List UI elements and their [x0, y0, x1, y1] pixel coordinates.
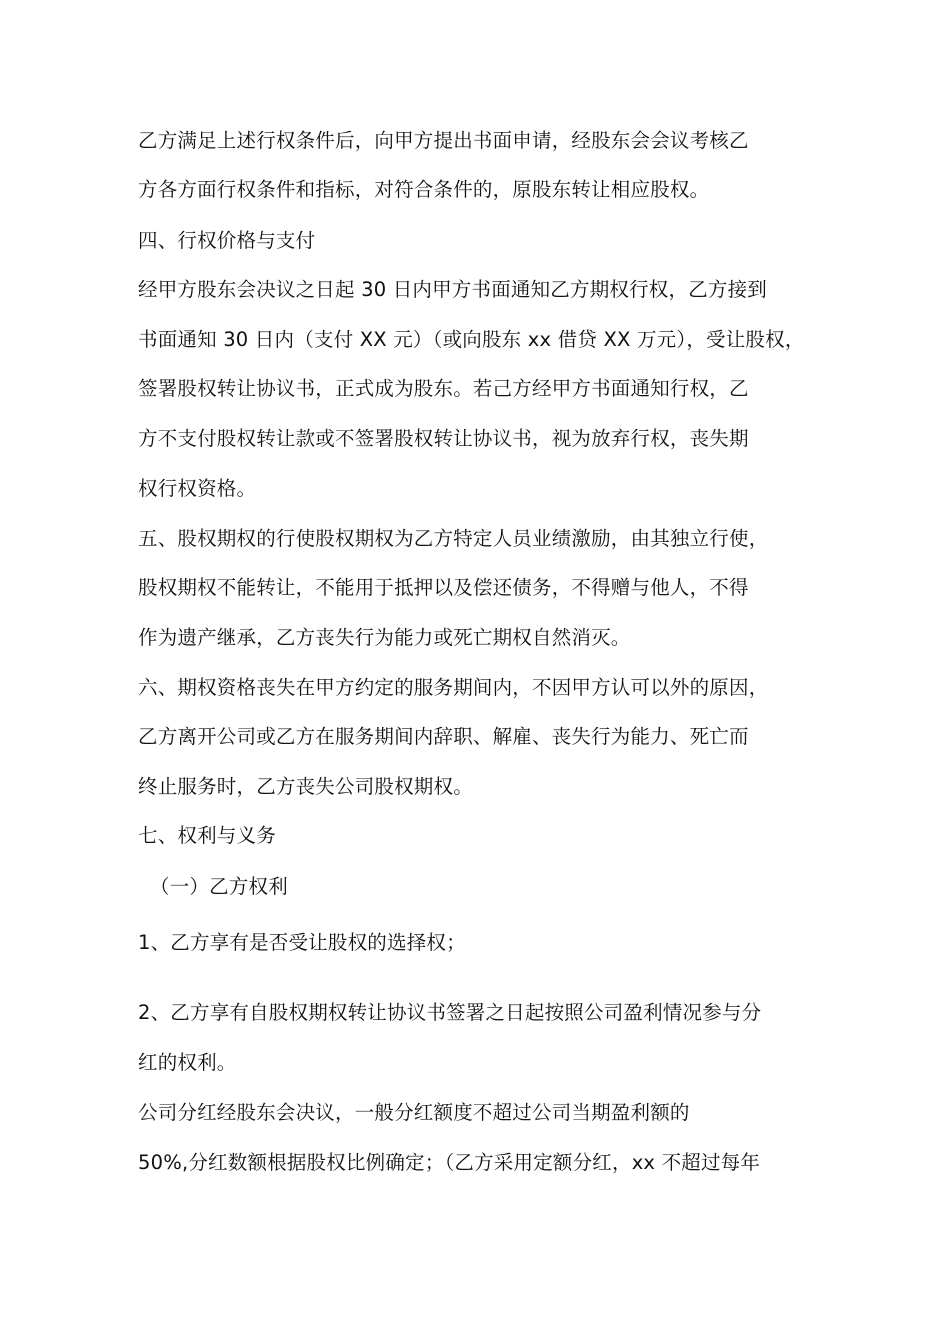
list-item: 1、乙方享有是否受让股权的选择权； [138, 931, 466, 954]
text-line: 公司分红经股东会决议，一般分红额度不超过公司当期盈利额的 [138, 1101, 690, 1124]
text-line: 书面通知 30 日内（支付 XX 元）（或向股东 xx 借贷 XX 万元），受让股权， [138, 328, 805, 351]
text-line: 方不支付股权转让款或不签署股权转让协议书，视为放弃行权，丧失期 [138, 427, 749, 450]
text-line: 乙方离开公司或乙方在服务期间内辞职、解雇、丧失行为能力、死亡而 [138, 725, 749, 748]
text-line: 作为遗产继承，乙方丧失行为能力或死亡期权自然消灭。 [138, 626, 631, 649]
section-heading: 六、期权资格丧失在甲方约定的服务期间内，不因甲方认可以外的原因， [138, 676, 769, 699]
text-line: 签署股权转让协议书，正式成为股东。若己方经甲方书面通知行权，乙 [138, 377, 749, 400]
text-line: 股权期权不能转让，不能用于抵押以及偿还债务，不得赠与他人，不得 [138, 576, 749, 599]
text-line: 红的权利。 [138, 1051, 237, 1074]
list-item: 2、乙方享有自股权期权转让协议书签署之日起按照公司盈利情况参与分 [138, 1001, 762, 1024]
text-line: 经甲方股东会决议之日起 30 日内甲方书面通知乙方期权行权，乙方接到 [138, 278, 768, 301]
text-line: 乙方满足上述行权条件后，向甲方提出书面申请，经股东会会议考核乙 [138, 129, 749, 152]
text-line: 方各方面行权条件和指标，对符合条件的，原股东转让相应股权。 [138, 178, 710, 201]
text-line: 终止服务时，乙方丧失公司股权期权。 [138, 775, 473, 798]
subsection-heading: （一）乙方权利 [150, 875, 288, 898]
section-heading: 七、权利与义务 [138, 824, 276, 847]
text-line: 50%,分红数额根据股权比例确定；（乙方采用定额分红，xx 不超过每年 [138, 1151, 761, 1174]
text-line: 权行权资格。 [138, 477, 257, 500]
section-heading: 五、股权期权的行使股权期权为乙方特定人员业绩激励，由其独立行使， [138, 527, 769, 550]
section-heading: 四、行权价格与支付 [138, 229, 316, 252]
